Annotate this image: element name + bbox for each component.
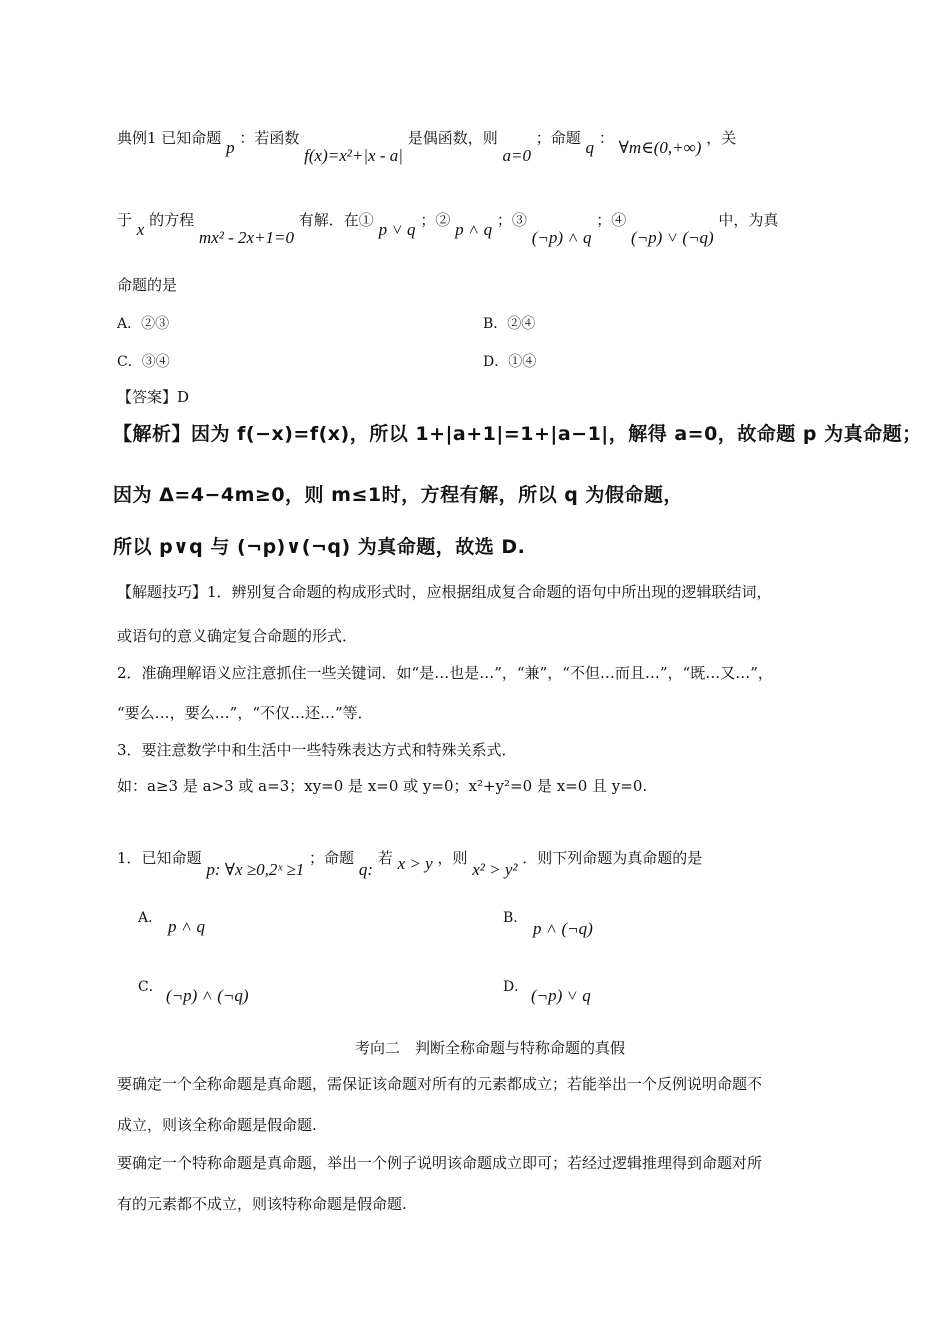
text: ，则 bbox=[437, 849, 468, 867]
math-q-label: q: bbox=[358, 860, 374, 879]
analysis-line1: 【解析】因为 f(−x)=f(x)，所以 1+|a+1|=1+|a−1|，解得 a=0，故命题 p 为真命题； bbox=[113, 423, 922, 445]
math-concl: x² > y² bbox=[472, 860, 518, 879]
tips-line5: 3．要注意数学中和生活中一些特殊表达方式和特殊关系式． bbox=[117, 741, 517, 759]
text: ；② bbox=[420, 211, 451, 229]
section2-para1: 要确定一个全称命题是真命题，需保证该命题对所有的元素都成立；若能举出一个反例说明命题不 bbox=[117, 1075, 763, 1093]
option-d: D．①④ bbox=[483, 354, 537, 370]
section2-para2: 成立，则该全称命题是假命题. bbox=[117, 1116, 317, 1134]
math-x: x bbox=[136, 220, 145, 239]
ex-option-a-letter: A． bbox=[138, 910, 163, 926]
text: 中，为真 bbox=[718, 211, 779, 229]
tips-line3: 2．准确理解语义应注意抓住一些关键词．如“是…也是…”，“兼”，“不但…而且…”，“既…又…”， bbox=[117, 664, 773, 682]
section2-title: 考向二 判断全称命题与特称命题的真假 bbox=[354, 1039, 625, 1057]
math-c4: (¬p) ˅ (¬q) bbox=[631, 228, 714, 247]
math-p-def: p: ∀x ≥0,2ˣ ≥1 bbox=[206, 860, 305, 879]
text: ：若函数 bbox=[239, 129, 300, 147]
math-c3: (¬p) ˄ q bbox=[531, 228, 592, 247]
exercise1-question bbox=[117, 848, 703, 879]
option-b: B．②④ bbox=[483, 316, 536, 332]
text: ；命题 bbox=[309, 849, 355, 867]
text: 的方程 bbox=[149, 211, 195, 229]
text: 若 bbox=[377, 849, 393, 867]
text: ，关 bbox=[706, 129, 737, 147]
text: ；命题 bbox=[535, 129, 581, 147]
ex-option-d-expr: (¬p) ˅ q bbox=[531, 986, 591, 1005]
text: 1．已知命题 bbox=[117, 849, 202, 867]
math-fx: f(x)=x²+|x - a| bbox=[304, 146, 403, 165]
tips-line4: “要么…，要么…”，“不仅…还…”等． bbox=[117, 704, 373, 722]
text: 典例1 已知命题 bbox=[117, 129, 222, 147]
math-c2: p ˄ q bbox=[455, 220, 493, 239]
text: ；③ bbox=[496, 211, 527, 229]
math-c1: p ˅ q bbox=[378, 220, 416, 239]
ex-option-a-expr: p ˄ q bbox=[168, 917, 205, 936]
example1-line2 bbox=[117, 210, 779, 247]
analysis-line3: 所以 p∨q 与 (¬p)∨(¬q) 为真命题，故选 D. bbox=[113, 536, 526, 558]
math-qdef: ∀m∈(0,+∞) bbox=[618, 138, 702, 157]
text: ．则下列命题为真命题的是 bbox=[522, 849, 703, 867]
ex-option-b-expr: p ˄ (¬q) bbox=[533, 919, 593, 938]
math-eq: mx² - 2x+1=0 bbox=[198, 228, 294, 247]
math-q: q bbox=[585, 138, 595, 157]
tips-line2: 或语句的意义确定复合命题的形式． bbox=[117, 627, 358, 645]
text: 于 bbox=[117, 211, 133, 229]
text: ： bbox=[598, 129, 614, 147]
tips-line6: 如：a≥3 是 a>3 或 a=3；xy=0 是 x=0 或 y=0；x²+y²=0 是 x=0 且 y=0. bbox=[117, 777, 648, 795]
ex-option-b-letter: B． bbox=[503, 910, 528, 926]
ex-option-c-letter: C． bbox=[138, 979, 163, 995]
math-p: p bbox=[226, 138, 235, 157]
ex-option-d-letter: D． bbox=[503, 979, 529, 995]
example1-line3: 命题的是 bbox=[117, 276, 178, 294]
section2-para4: 有的元素都不成立，则该特称命题是假命题. bbox=[117, 1195, 407, 1213]
ex-option-c-expr: (¬p) ˄ (¬q) bbox=[166, 986, 249, 1005]
math-cond: x > y bbox=[397, 854, 433, 873]
text: 有解．在① bbox=[298, 211, 374, 229]
text: 是偶函数，则 bbox=[407, 129, 498, 147]
math-a0: a=0 bbox=[502, 146, 531, 165]
tips-line1: 【解题技巧】1．辨别复合命题的构成形式时，应根据组成复合命题的语句中所出现的逻辑联结词， bbox=[117, 583, 772, 601]
analysis-line2: 因为 Δ=4−4m≥0，则 m≤1时，方程有解，所以 q 为假命题， bbox=[113, 484, 683, 506]
answer: 【答案】D bbox=[117, 388, 190, 406]
option-a: A．②③ bbox=[117, 316, 170, 332]
text: ；④ bbox=[596, 211, 627, 229]
example1-line1 bbox=[117, 128, 737, 165]
option-c: C．③④ bbox=[117, 354, 170, 370]
section2-para3: 要确定一个特称命题是真命题，举出一个例子说明该命题成立即可；若经过逻辑推理得到命题对所 bbox=[117, 1154, 763, 1172]
